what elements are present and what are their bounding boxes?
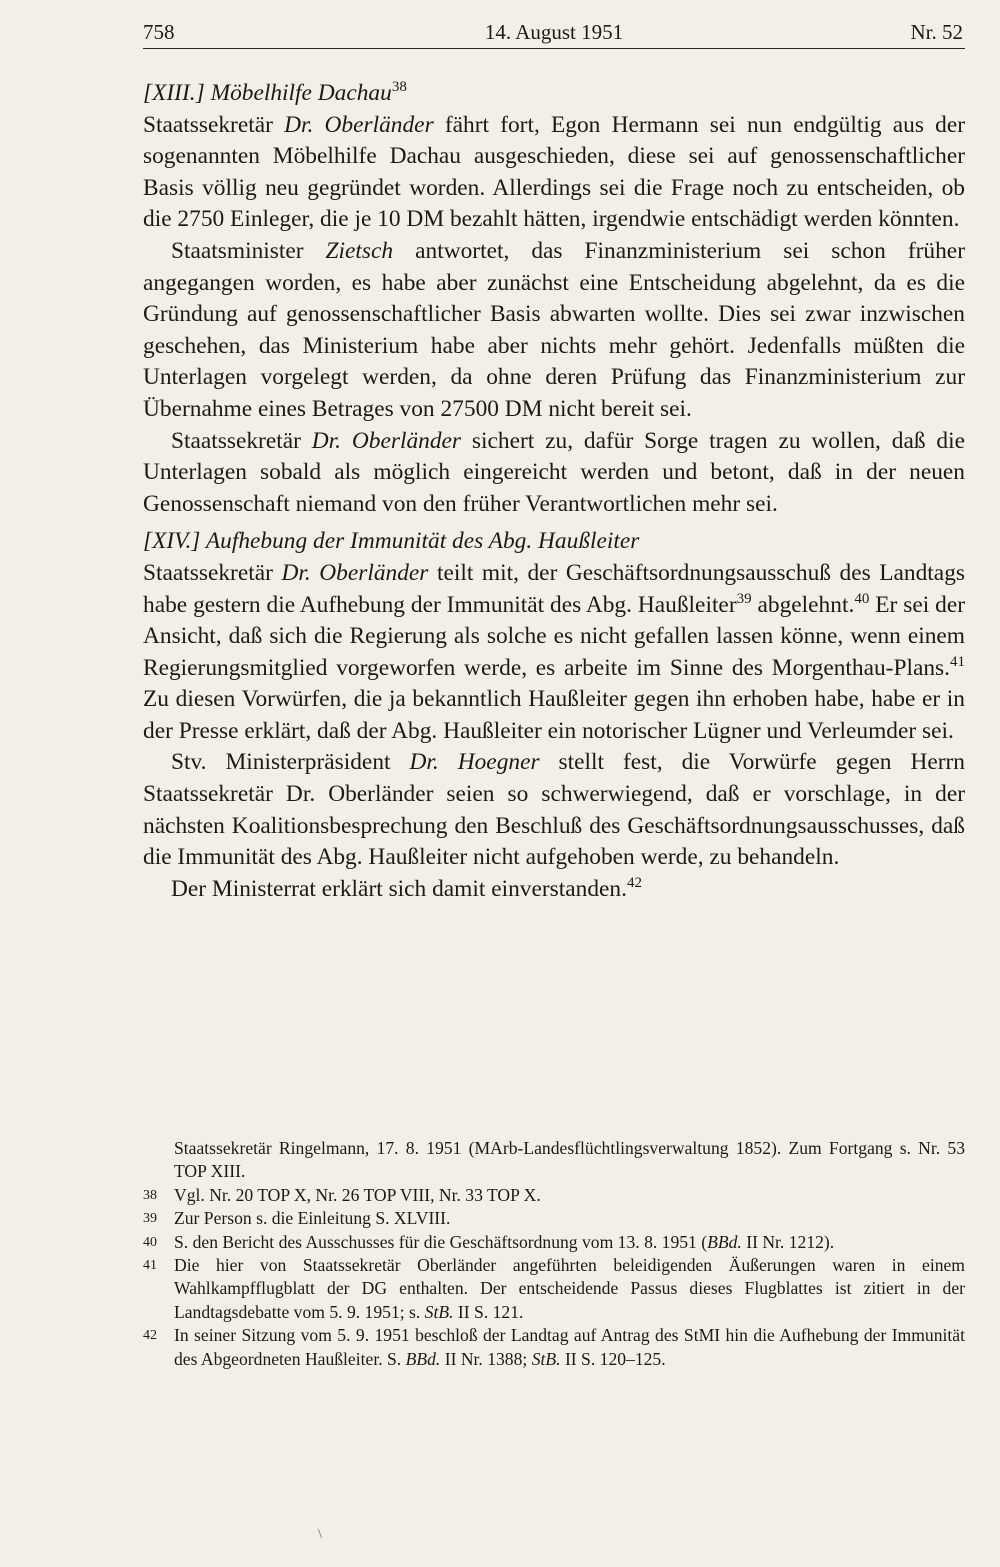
footnote-number: 38: [143, 1187, 157, 1203]
section-title: Aufhebung der Immunität des Abg. Haußleiter: [205, 528, 640, 555]
footnote-ref: 42: [626, 874, 642, 891]
footnote-number: 42: [143, 1328, 157, 1344]
footnote-39: 39 Zur Person s. die Einleitung S. XLVIII.: [143, 1207, 965, 1230]
issue-number: Nr. 52: [910, 20, 963, 44]
main-text: [143, 78, 965, 905]
footnote-number: 40: [143, 1234, 157, 1250]
footnote-ref: 41: [950, 653, 965, 670]
paragraph: Stv. Ministerpräsident Dr. Hoegner stellt fest, die Vorwürfe gegen Herrn Staatssekretär Dr. Oberländer seien so schwerwiegend, daß er vorschlage, in der nächsten Koalitionsbesprechung den Beschluß des Geschäftsordnungsausschusses, daß die Immunität des Abg. Haußleiter nicht aufgehoben werde, zu behandeln.: [143, 749, 965, 871]
speaker-name: Dr. Oberländer: [311, 427, 462, 454]
footnote-ref: 38: [391, 79, 407, 95]
footnote-number: 41: [143, 1258, 157, 1274]
speaker-name: Dr. Oberländer: [284, 111, 434, 138]
footnote-42: 42 In seiner Sitzung vom 5. 9. 1951 beschloß der Landtag auf Antrag des StMI hin die Aufhebung der Immunität des Abgeordneten Haußleiter. S. BBd. II Nr. 1388; StB. II S. 120–125.: [143, 1325, 965, 1369]
section-number: [XIII.]: [143, 80, 205, 106]
paragraph: Staatssekretär Dr. Oberländer sichert zu, dafür Sorge tragen zu wollen, daß die Unterlagen sobald als möglich eingereicht werden und betont, daß in der neuen Genossenschaft niemand von den früher Verantwortlichen mehr sei.: [143, 427, 965, 517]
header-date: 14. August 1951: [484, 20, 624, 44]
footnote-41: 41 Die hier von Staatssekretär Oberländer angeführten beleidigenden Äußerungen waren in einem Wahlkampfflugblatt der DG enthalten. Der entscheidende Passus dieses Flugblattes ist zitiert in der Landtagsdebatte vom 5. 9. 1951; s. StB. II S. 121.: [143, 1255, 965, 1322]
section-heading-xiv: [143, 526, 965, 558]
speaker-name: Zietsch: [325, 237, 394, 264]
footnotes: [143, 1137, 965, 1371]
paragraph: Staatssekretär Dr. Oberländer teilt mit, der Geschäftsordnungsausschuß des Landtags habe gestern die Aufhebung der Immunität des Abg. Haußleiter$^{39}$ abgelehnt.$^{40}$ Er sei der Ansicht, daß sich die Regierung als solche es nicht gefallen lassen könne, wenn einem Regierungsmitglied vorgeworfen werde, es arbeite im Sinne des Morgenthau-Plans.$^{41}$ Zu diesen Vorwürfen, die ja bekanntlich Haußleiter gegen ihn erhoben habe, habe er in der Presse erklärt, daß der Abg. Haußleiter ein notorischer Lügner und Verleumder sei.: [143, 559, 965, 744]
speaker-name: Dr. Hoegner: [409, 749, 540, 776]
footnote-number: 39: [143, 1211, 157, 1227]
footnote-40: 40 S. den Bericht des Ausschusses für die Geschäftsordnung vom 13. 8. 1951 (BBd. II Nr. 1212).: [143, 1231, 965, 1254]
running-header: [143, 14, 965, 49]
paragraph: Der Ministerrat erklärt sich damit einverstanden.$^{42}$: [171, 874, 642, 902]
footnote-ref: 40: [854, 590, 870, 607]
footnote-ref: 39: [736, 590, 752, 607]
paragraph: Staatsminister Zietsch antwortet, das Finanzministerium sei schon früher angegangen worden, es habe aber zunächst eine Entscheidung abgelehnt, da es die Gründung auf genossenschaftlicher Basis abwarten wollte. Dies sei zwar inzwischen geschehen, das Ministerium habe aber nichts mehr gehört. Jedenfalls müßten die Unterlagen vorgelegt werden, da ohne deren Prüfung das Finanzministerium zur Übernahme eines Betrages von 27500 DM nicht bereit sei.: [143, 237, 965, 422]
footnote-continuation: Staatssekretär Ringelmann, 17. 8. 1951 (MArb-Landesflüchtlingsverwaltung 1852). Zum Fortgang s. Nr. 53 TOP XIII.: [174, 1138, 965, 1182]
paragraph: Staatssekretär Dr. Oberländer fährt fort, Egon Hermann sei nun endgültig aus der sogenannten Möbelhilfe Dachau ausgeschieden, diese sei auf genossenschaftlicher Basis völlig neu gegründet worden. Allerdings sei die Frage noch zu entscheiden, ob die 2750 Einleger, die je 10 DM bezahlt hätten, irgendwie entschädigt werden könnten.: [143, 111, 965, 233]
footnote-38: 38 Vgl. Nr. 20 TOP X, Nr. 26 TOP VIII, Nr. 33 TOP X.: [143, 1184, 965, 1207]
page-number: 758: [143, 20, 175, 44]
section-number: [XIV.]: [143, 528, 201, 555]
section-heading-xiii: [143, 78, 965, 110]
speaker-name: Dr. Oberländer: [281, 559, 429, 586]
section-title: Möbelhilfe Dachau: [210, 80, 392, 106]
stray-mark: \: [318, 1527, 322, 1542]
